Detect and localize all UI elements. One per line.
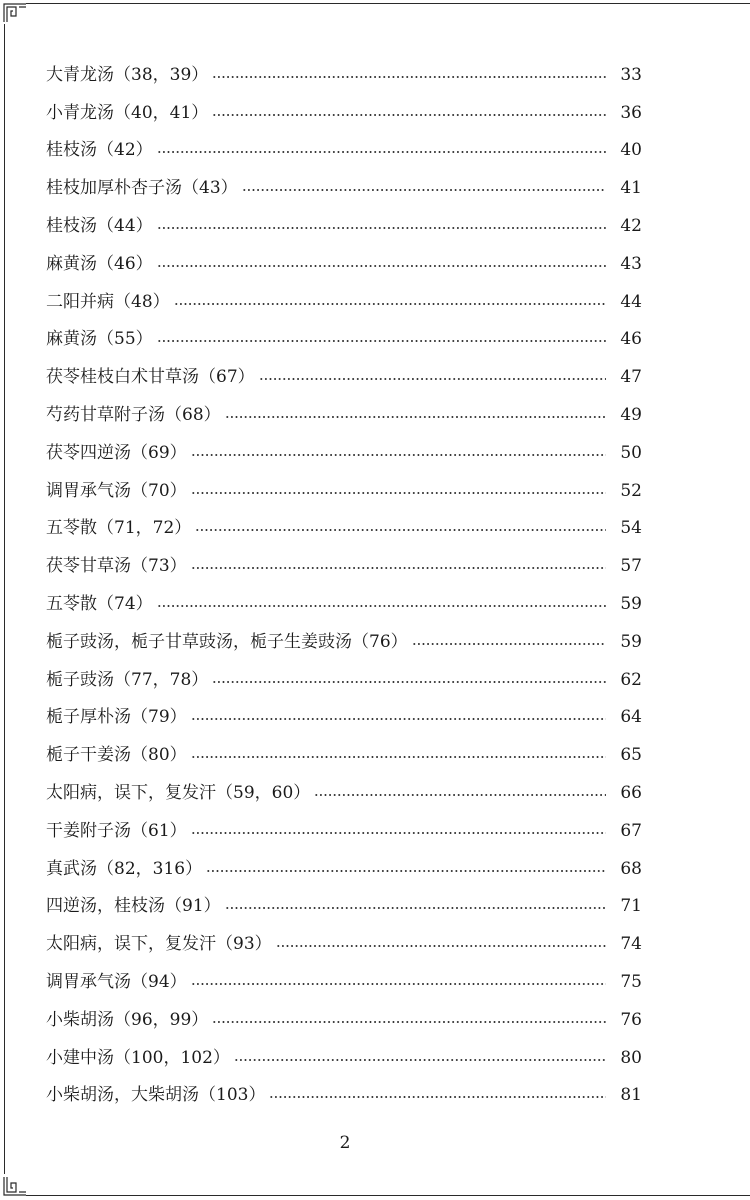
toc-entry-page: 67 <box>620 820 642 841</box>
toc-entry[interactable] <box>46 132 642 170</box>
corner-ornament-bottom-left-icon <box>2 1175 28 1197</box>
toc-entry[interactable] <box>46 925 642 963</box>
toc-entry-page: 68 <box>620 858 642 879</box>
toc-entry-page: 44 <box>620 291 642 312</box>
corner-ornament-top-left-icon <box>2 2 28 24</box>
dot-leader <box>314 794 606 796</box>
toc-entry[interactable] <box>46 1001 642 1039</box>
dot-leader <box>191 718 606 720</box>
toc-entry-page: 54 <box>620 518 642 539</box>
toc-entry-title: 桂枝汤（44） <box>46 216 153 237</box>
toc-entry[interactable] <box>46 585 642 623</box>
toc-entry-title: 五苓散（74） <box>46 594 153 615</box>
toc-entry[interactable] <box>46 1039 642 1077</box>
toc-entry-title: 麻黄汤（55） <box>46 329 153 350</box>
toc-entry-title: 茯苓甘草汤（73） <box>46 556 187 577</box>
frame-left-line <box>4 24 5 1174</box>
dot-leader <box>276 945 606 947</box>
toc-entry[interactable] <box>46 699 642 737</box>
toc-entry-page: 46 <box>620 329 642 350</box>
dot-leader <box>412 643 606 645</box>
dot-leader <box>225 416 606 418</box>
toc-entry-page: 65 <box>620 745 642 766</box>
dot-leader <box>174 303 606 305</box>
toc-entry[interactable] <box>46 434 642 472</box>
toc-entry-title: 二阳并病（48） <box>46 291 170 312</box>
frame-bottom-line <box>26 1195 750 1196</box>
dot-leader <box>212 1021 606 1023</box>
toc-entry-page: 64 <box>620 707 642 728</box>
toc-entry-page: 42 <box>620 216 642 237</box>
dot-leader <box>157 340 606 342</box>
toc-entry[interactable] <box>46 812 642 850</box>
toc-entry-page: 50 <box>620 442 642 463</box>
toc-entry-page: 76 <box>620 1009 642 1030</box>
dot-leader <box>191 832 606 834</box>
toc-entry[interactable] <box>46 358 642 396</box>
dot-leader <box>234 1059 606 1061</box>
toc-entry-title: 小柴胡汤，大柴胡汤（103） <box>46 1085 266 1106</box>
dot-leader <box>269 1096 606 1098</box>
toc-entry-title: 桂枝加厚朴杏子汤（43） <box>46 178 238 199</box>
toc-entry[interactable] <box>46 963 642 1001</box>
toc-entry-page: 41 <box>620 178 642 199</box>
toc-entry-page: 59 <box>620 594 642 615</box>
dot-leader <box>191 983 606 985</box>
frame-top-line <box>26 3 750 4</box>
toc-entry-title: 栀子豉汤，栀子甘草豉汤，栀子生姜豉汤（76） <box>46 631 408 652</box>
toc-entry[interactable] <box>46 207 642 245</box>
dot-leader <box>212 681 606 683</box>
dot-leader <box>157 227 606 229</box>
toc-entry[interactable] <box>46 472 642 510</box>
toc-entry-title: 大青龙汤（38，39） <box>46 64 209 85</box>
toc-entry-page: 59 <box>620 631 642 652</box>
toc-entry[interactable] <box>46 169 642 207</box>
toc-entry-page: 36 <box>620 102 642 123</box>
toc-entry-page: 40 <box>620 140 642 161</box>
dot-leader <box>212 76 606 78</box>
toc-entry-page: 81 <box>620 1085 642 1106</box>
toc-entry[interactable] <box>46 623 642 661</box>
toc-entry[interactable] <box>46 396 642 434</box>
dot-leader <box>225 907 606 909</box>
toc-entry-page: 62 <box>620 669 642 690</box>
toc-entry-title: 茯苓四逆汤（69） <box>46 442 187 463</box>
toc-entry-page: 71 <box>620 896 642 917</box>
toc-entry-page: 33 <box>620 64 642 85</box>
toc-entry-title: 太阳病，误下，复发汗（93） <box>46 934 272 955</box>
toc-entry-title: 麻黄汤（46） <box>46 253 153 274</box>
dot-leader <box>157 605 606 607</box>
page-number: 2 <box>339 1133 351 1153</box>
dot-leader <box>242 189 606 191</box>
toc-entry[interactable] <box>46 888 642 926</box>
toc-entry-page: 75 <box>620 972 642 993</box>
table-of-contents <box>46 56 642 1114</box>
toc-entry[interactable] <box>46 736 642 774</box>
toc-entry-title: 小柴胡汤（96，99） <box>46 1009 209 1030</box>
toc-entry-title: 调胃承气汤（94） <box>46 972 187 993</box>
dot-leader <box>191 756 606 758</box>
toc-entry-title: 桂枝汤（42） <box>46 140 153 161</box>
toc-entry-title: 栀子厚朴汤（79） <box>46 707 187 728</box>
toc-entry-title: 五苓散（71，72） <box>46 518 192 539</box>
toc-entry-page: 47 <box>620 367 642 388</box>
toc-entry-page: 57 <box>620 556 642 577</box>
toc-entry-page: 74 <box>620 934 642 955</box>
toc-entry-page: 49 <box>620 405 642 426</box>
toc-entry-page: 43 <box>620 253 642 274</box>
toc-entry[interactable] <box>46 661 642 699</box>
toc-entry-title: 茯苓桂枝白术甘草汤（67） <box>46 367 255 388</box>
toc-entry[interactable] <box>46 850 642 888</box>
toc-entry-title: 真武汤（82，316） <box>46 858 203 879</box>
toc-entry[interactable] <box>46 1077 642 1115</box>
toc-entry[interactable] <box>46 774 642 812</box>
toc-entry-title: 小建中汤（100，102） <box>46 1047 230 1068</box>
dot-leader <box>195 529 606 531</box>
toc-entry-page: 52 <box>620 480 642 501</box>
toc-entry[interactable] <box>46 94 642 132</box>
toc-entry-title: 四逆汤，桂枝汤（91） <box>46 896 221 917</box>
toc-entry-page: 80 <box>620 1047 642 1068</box>
dot-leader <box>157 151 606 153</box>
toc-entry-title: 芍药甘草附子汤（68） <box>46 405 221 426</box>
dot-leader <box>212 114 606 116</box>
dot-leader <box>191 492 606 494</box>
dot-leader <box>206 870 606 872</box>
dot-leader <box>259 378 606 380</box>
toc-entry-title: 太阳病，误下，复发汗（59，60） <box>46 783 311 804</box>
dot-leader <box>157 265 606 267</box>
toc-entry-title: 干姜附子汤（61） <box>46 820 187 841</box>
toc-entry-title: 栀子豉汤（77，78） <box>46 669 209 690</box>
toc-entry[interactable] <box>46 56 642 94</box>
toc-entry-page: 66 <box>620 783 642 804</box>
dot-leader <box>191 567 606 569</box>
toc-entry-title: 小青龙汤（40，41） <box>46 102 209 123</box>
toc-entry[interactable] <box>46 547 642 585</box>
toc-entry[interactable] <box>46 510 642 548</box>
dot-leader <box>191 454 606 456</box>
toc-entry[interactable] <box>46 321 642 359</box>
toc-entry-title: 栀子干姜汤（80） <box>46 745 187 766</box>
toc-entry[interactable] <box>46 245 642 283</box>
toc-entry[interactable] <box>46 283 642 321</box>
toc-entry-title: 调胃承气汤（70） <box>46 480 187 501</box>
